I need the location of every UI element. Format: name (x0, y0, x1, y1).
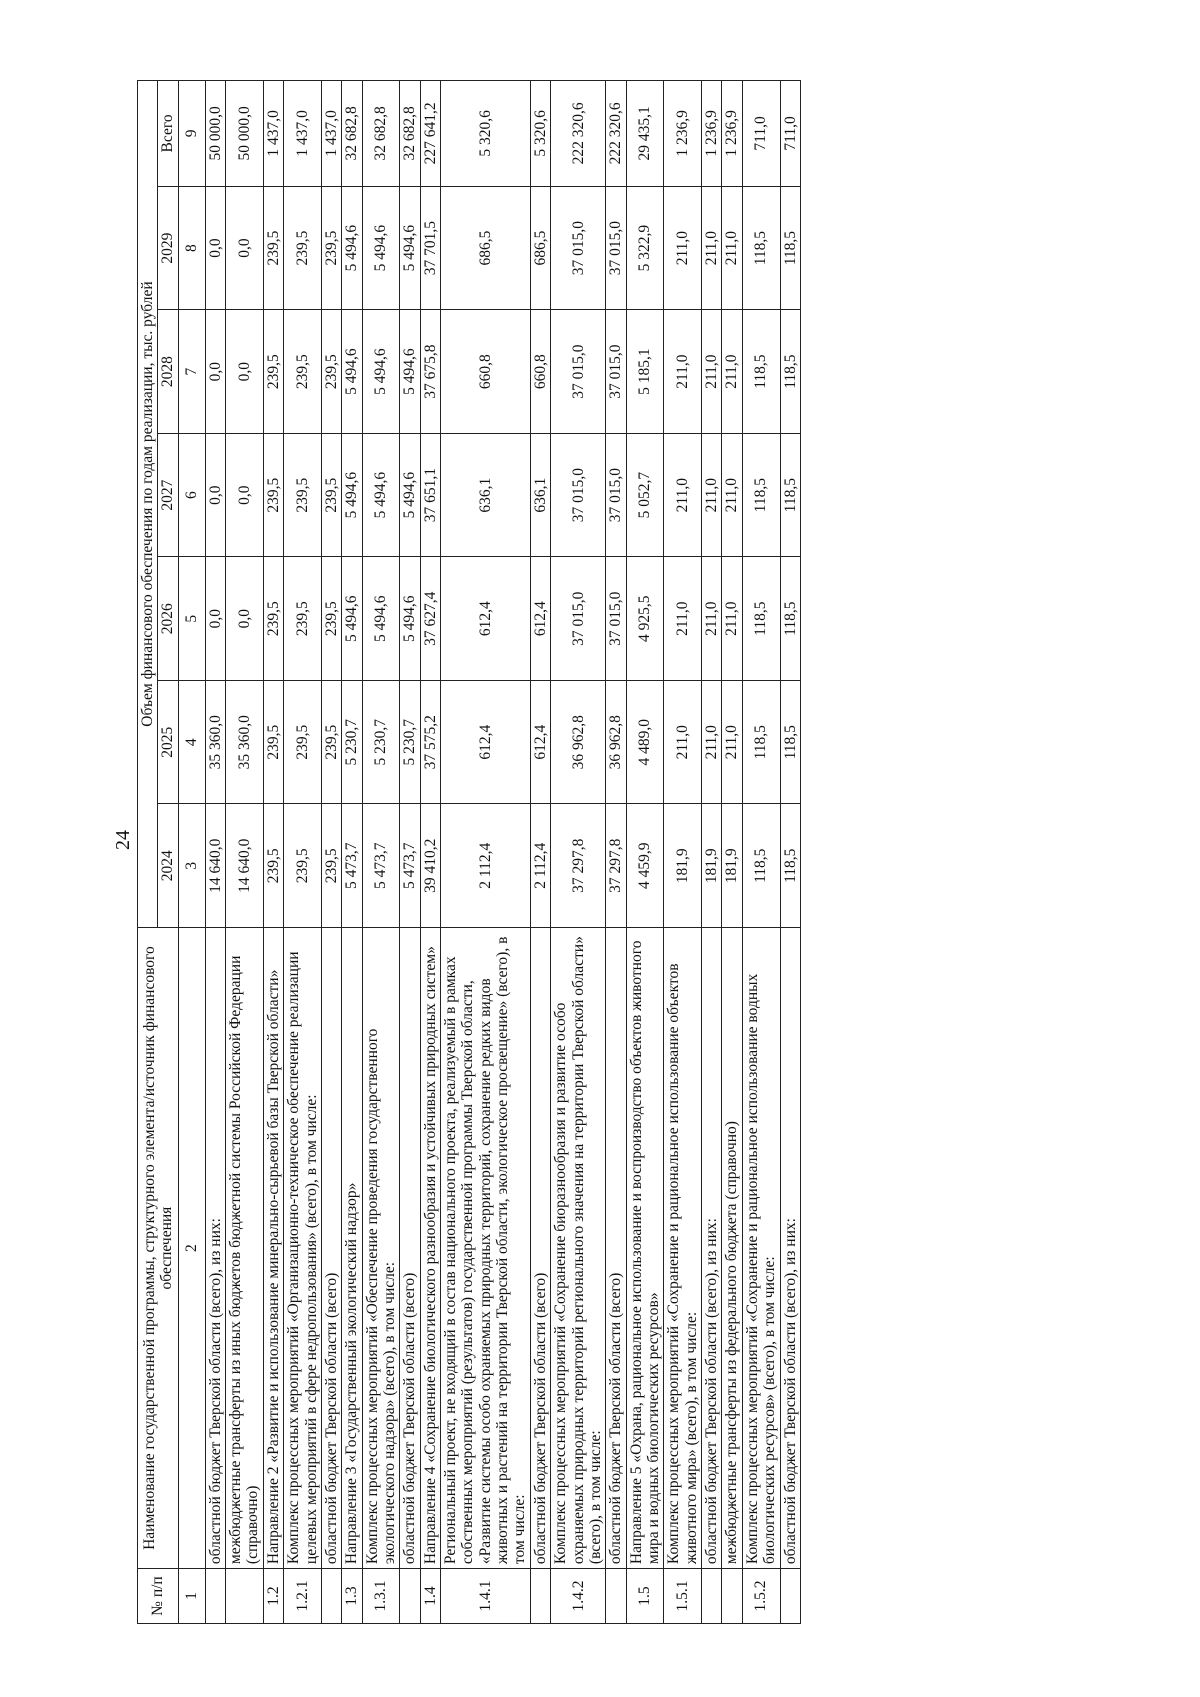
row-name: областной бюджет Тверской области (всего) (321, 928, 341, 1569)
row-year-value: 118,5 (742, 186, 780, 310)
row-year-value: 5 494,6 (342, 186, 362, 310)
row-number: 1.3.1 (362, 1569, 400, 1624)
table-row (530, 81, 550, 1624)
row-year-value: 211,0 (702, 186, 722, 310)
row-name: Комплекс процессных мероприятий «Сохранение и рациональное использование водных биологических ресурсов» (всего), в том числе: (742, 928, 780, 1569)
row-year-value: 5 473,7 (400, 804, 420, 928)
row-name: Комплекс процессных мероприятий «Сохранение биоразнообразия и развитие особо охраняемых природных территорий регионального значения на территории Тверской области» (всего), в том числе: (551, 928, 606, 1569)
header-row (138, 81, 158, 1624)
row-year-value: 35 360,0 (205, 680, 225, 804)
row-name: Комплекс процессных мероприятий «Сохранение и рациональное использование объектов животного мира» (всего), в том числе: (664, 928, 702, 1569)
row-number (321, 1569, 341, 1624)
table-row (551, 81, 606, 1624)
row-year-value: 612,4 (441, 557, 531, 681)
row-year-value: 5 230,7 (362, 680, 400, 804)
row-number (722, 1569, 742, 1624)
row-year-value: 37 015,0 (606, 433, 626, 557)
row-year-value: 239,5 (263, 680, 283, 804)
row-total-value: 227 641,2 (420, 81, 440, 187)
row-year-value: 5 494,6 (362, 186, 400, 310)
row-name: областной бюджет Тверской области (всего), из них: (205, 928, 225, 1569)
row-year-value: 5 494,6 (362, 557, 400, 681)
row-number (530, 1569, 550, 1624)
row-total-value: 32 682,8 (362, 81, 400, 187)
row-year-value: 239,5 (321, 804, 341, 928)
row-year-value: 211,0 (664, 557, 702, 681)
row-number: 1.5 (626, 1569, 664, 1624)
row-total-value: 5 320,6 (441, 81, 531, 187)
row-year-value: 39 410,2 (420, 804, 440, 928)
row-year-value: 37 015,0 (606, 557, 626, 681)
row-name: областной бюджет Тверской области (всего), из них: (780, 928, 800, 1569)
row-total-value: 50 000,0 (205, 81, 225, 187)
row-year-value: 239,5 (284, 186, 322, 310)
row-year-value: 118,5 (780, 310, 800, 434)
table-row (342, 81, 362, 1624)
row-year-value: 0,0 (226, 433, 264, 557)
row-year-value: 660,8 (530, 310, 550, 434)
row-year-value: 37 015,0 (551, 433, 606, 557)
table-row (205, 81, 225, 1624)
row-year-value: 239,5 (321, 680, 341, 804)
row-year-value: 5 473,7 (342, 804, 362, 928)
row-year-value: 0,0 (226, 310, 264, 434)
year-header: 2026 (158, 557, 178, 681)
page-number: 24 (112, 830, 134, 850)
row-year-value: 660,8 (441, 310, 531, 434)
row-total-value: 29 435,1 (626, 81, 664, 187)
row-year-value: 5 230,7 (342, 680, 362, 804)
row-number: 1.2 (263, 1569, 283, 1624)
row-total-value: 711,0 (742, 81, 780, 187)
row-year-value: 239,5 (284, 557, 322, 681)
row-total-value: 5 320,6 (530, 81, 550, 187)
row-year-value: 118,5 (742, 433, 780, 557)
table-row (263, 81, 283, 1624)
row-year-value: 37 651,1 (420, 433, 440, 557)
row-year-value: 5 473,7 (362, 804, 400, 928)
row-year-value: 37 015,0 (551, 310, 606, 434)
table-row (441, 81, 531, 1624)
num-header: № п/п (138, 1569, 179, 1624)
row-year-value: 0,0 (205, 433, 225, 557)
row-year-value: 37 015,0 (606, 186, 626, 310)
row-year-value: 686,5 (530, 186, 550, 310)
table-row (664, 81, 702, 1624)
column-index: 3 (178, 804, 205, 928)
row-number (205, 1569, 225, 1624)
row-year-value: 239,5 (321, 310, 341, 434)
row-number (780, 1569, 800, 1624)
row-year-value: 211,0 (664, 310, 702, 434)
column-index-row (178, 81, 205, 1624)
row-year-value: 0,0 (205, 557, 225, 681)
row-year-value: 239,5 (284, 804, 322, 928)
table-row (321, 81, 341, 1624)
row-year-value: 5 494,6 (362, 433, 400, 557)
table-row (400, 81, 420, 1624)
column-index: 1 (178, 1569, 205, 1624)
column-index: 9 (178, 81, 205, 187)
row-year-value: 239,5 (321, 186, 341, 310)
row-year-value: 4 925,5 (626, 557, 664, 681)
row-year-value: 14 640,0 (226, 804, 264, 928)
row-name: областной бюджет Тверской области (всего), из них: (702, 928, 722, 1569)
row-name: областной бюджет Тверской области (всего) (530, 928, 550, 1569)
row-year-value: 5 052,7 (626, 433, 664, 557)
total-header: Всего (158, 81, 178, 187)
row-year-value: 118,5 (780, 557, 800, 681)
row-year-value: 239,5 (263, 433, 283, 557)
row-year-value: 211,0 (702, 557, 722, 681)
row-year-value: 181,9 (702, 804, 722, 928)
row-year-value: 239,5 (263, 186, 283, 310)
row-year-value: 0,0 (226, 557, 264, 681)
row-number: 1.4 (420, 1569, 440, 1624)
row-year-value: 211,0 (722, 433, 742, 557)
row-year-value: 211,0 (702, 310, 722, 434)
row-year-value: 239,5 (284, 680, 322, 804)
row-year-value: 5 494,6 (400, 186, 420, 310)
row-year-value: 239,5 (263, 557, 283, 681)
row-year-value: 118,5 (742, 680, 780, 804)
row-year-value: 118,5 (780, 804, 800, 928)
row-year-value: 36 962,8 (606, 680, 626, 804)
row-name: межбюджетные трансферты из иных бюджетов бюджетной системы Российской Федерации (справочно) (226, 928, 264, 1569)
year-header: 2025 (158, 680, 178, 804)
row-year-value: 5 494,6 (342, 310, 362, 434)
row-total-value: 1 236,9 (722, 81, 742, 187)
name-header: Наименование государственной программы, структурного элемента/источник финансового обеспечения (138, 928, 179, 1569)
table-row (780, 81, 800, 1624)
column-index: 8 (178, 186, 205, 310)
row-year-value: 0,0 (226, 186, 264, 310)
row-name: межбюджетные трансферты из федерального бюджета (справочно) (722, 928, 742, 1569)
row-total-value: 711,0 (780, 81, 800, 187)
row-year-value: 2 112,4 (441, 804, 531, 928)
row-name: областной бюджет Тверской области (всего) (400, 928, 420, 1569)
row-year-value: 181,9 (664, 804, 702, 928)
row-year-value: 4 459,9 (626, 804, 664, 928)
row-year-value: 5 494,6 (362, 310, 400, 434)
row-number (226, 1569, 264, 1624)
table-row (626, 81, 664, 1624)
row-year-value: 239,5 (321, 433, 341, 557)
table-row (722, 81, 742, 1624)
row-name: Региональный проект, не входящий в состав национального проекта, реализуемый в рамках собственных мероприятий (результатов) государственной программы Тверской области, «Развитие системы особо охраняемых природных территорий, сохранение редких видов животных и растений на территории Тверской области, экологическое просвещение» (всего), в том числе: (441, 928, 531, 1569)
row-year-value: 36 962,8 (551, 680, 606, 804)
row-year-value: 686,5 (441, 186, 531, 310)
row-year-value: 211,0 (722, 310, 742, 434)
year-header: 2028 (158, 310, 178, 434)
row-year-value: 612,4 (441, 680, 531, 804)
row-number: 1.3 (342, 1569, 362, 1624)
row-name: Комплекс процессных мероприятий «Обеспечение проведения государственного экологического надзора» (всего), в том числе: (362, 928, 400, 1569)
row-total-value: 222 320,6 (551, 81, 606, 187)
row-year-value: 5 494,6 (342, 433, 362, 557)
budget-table (137, 80, 801, 1624)
table-row (742, 81, 780, 1624)
row-name: Направление 2 «Развитие и использование минерально-сырьевой базы Тверской области» (263, 928, 283, 1569)
table-row (702, 81, 722, 1624)
row-year-value: 211,0 (702, 680, 722, 804)
row-year-value: 211,0 (664, 186, 702, 310)
row-year-value: 5 494,6 (400, 557, 420, 681)
row-year-value: 239,5 (284, 310, 322, 434)
table-row (284, 81, 322, 1624)
row-total-value: 1 236,9 (664, 81, 702, 187)
row-year-value: 636,1 (530, 433, 550, 557)
row-year-value: 612,4 (530, 680, 550, 804)
table-row (362, 81, 400, 1624)
row-number (606, 1569, 626, 1624)
row-number: 1.4.2 (551, 1569, 606, 1624)
year-header: 2029 (158, 186, 178, 310)
row-year-value: 239,5 (284, 433, 322, 557)
row-year-value: 5 322,9 (626, 186, 664, 310)
row-name: областной бюджет Тверской области (всего) (606, 928, 626, 1569)
year-header: 2027 (158, 433, 178, 557)
row-year-value: 239,5 (263, 310, 283, 434)
row-year-value: 118,5 (780, 680, 800, 804)
row-year-value: 211,0 (702, 433, 722, 557)
row-year-value: 239,5 (263, 804, 283, 928)
row-number (702, 1569, 722, 1624)
row-year-value: 5 230,7 (400, 680, 420, 804)
column-index: 5 (178, 557, 205, 681)
year-header: 2024 (158, 804, 178, 928)
row-year-value: 5 494,6 (342, 557, 362, 681)
row-year-value: 118,5 (780, 433, 800, 557)
row-name: Направление 4 «Сохранение биологического разнообразия и устойчивых природных систем» (420, 928, 440, 1569)
row-year-value: 14 640,0 (205, 804, 225, 928)
row-year-value: 37 675,8 (420, 310, 440, 434)
row-total-value: 32 682,8 (400, 81, 420, 187)
row-year-value: 118,5 (742, 310, 780, 434)
row-total-value: 1 437,0 (321, 81, 341, 187)
row-year-value: 0,0 (205, 310, 225, 434)
row-year-value: 181,9 (722, 804, 742, 928)
row-year-value: 118,5 (742, 557, 780, 681)
row-year-value: 211,0 (664, 433, 702, 557)
column-index: 4 (178, 680, 205, 804)
row-year-value: 37 627,4 (420, 557, 440, 681)
table-row (606, 81, 626, 1624)
row-year-value: 211,0 (722, 557, 742, 681)
row-total-value: 222 320,6 (606, 81, 626, 187)
column-index: 7 (178, 310, 205, 434)
row-year-value: 4 489,0 (626, 680, 664, 804)
row-name: Направление 3 «Государственный экологический надзор» (342, 928, 362, 1569)
row-year-value: 118,5 (742, 804, 780, 928)
row-year-value: 612,4 (530, 557, 550, 681)
table-body (205, 81, 800, 1624)
table-row (420, 81, 440, 1624)
row-year-value: 211,0 (664, 680, 702, 804)
row-number (400, 1569, 420, 1624)
row-year-value: 239,5 (321, 557, 341, 681)
row-name: Комплекс процессных мероприятий «Организационно-техническое обеспечение реализации целевых мероприятий в сфере недропользования» (всего), в том числе: (284, 928, 322, 1569)
row-number: 1.5.2 (742, 1569, 780, 1624)
row-number: 1.2.1 (284, 1569, 322, 1624)
row-total-value: 1 437,0 (263, 81, 283, 187)
column-index: 6 (178, 433, 205, 557)
row-year-value: 5 494,6 (400, 433, 420, 557)
row-year-value: 37 297,8 (606, 804, 626, 928)
row-total-value: 1 437,0 (284, 81, 322, 187)
row-year-value: 211,0 (722, 680, 742, 804)
row-year-value: 37 015,0 (606, 310, 626, 434)
row-year-value: 5 494,6 (400, 310, 420, 434)
row-year-value: 37 701,5 (420, 186, 440, 310)
column-index: 2 (178, 928, 205, 1569)
row-year-value: 37 575,2 (420, 680, 440, 804)
row-total-value: 50 000,0 (226, 81, 264, 187)
row-year-value: 636,1 (441, 433, 531, 557)
row-year-value: 37 297,8 (551, 804, 606, 928)
funding-group-header: Объем финансового обеспечения по годам реализации, тыс. рублей (138, 81, 158, 928)
row-total-value: 1 236,9 (702, 81, 722, 187)
row-year-value: 211,0 (722, 186, 742, 310)
row-year-value: 2 112,4 (530, 804, 550, 928)
rotated-page-content (137, 80, 1074, 1624)
row-year-value: 0,0 (205, 186, 225, 310)
row-number: 1.4.1 (441, 1569, 531, 1624)
row-year-value: 35 360,0 (226, 680, 264, 804)
row-number: 1.5.1 (664, 1569, 702, 1624)
row-name: Направление 5 «Охрана, рациональное использование и воспроизводство объектов животного мира и водных биологических ресурсов» (626, 928, 664, 1569)
row-total-value: 32 682,8 (342, 81, 362, 187)
row-year-value: 5 185,1 (626, 310, 664, 434)
row-year-value: 37 015,0 (551, 186, 606, 310)
row-year-value: 37 015,0 (551, 557, 606, 681)
table-row (226, 81, 264, 1624)
row-year-value: 118,5 (780, 186, 800, 310)
